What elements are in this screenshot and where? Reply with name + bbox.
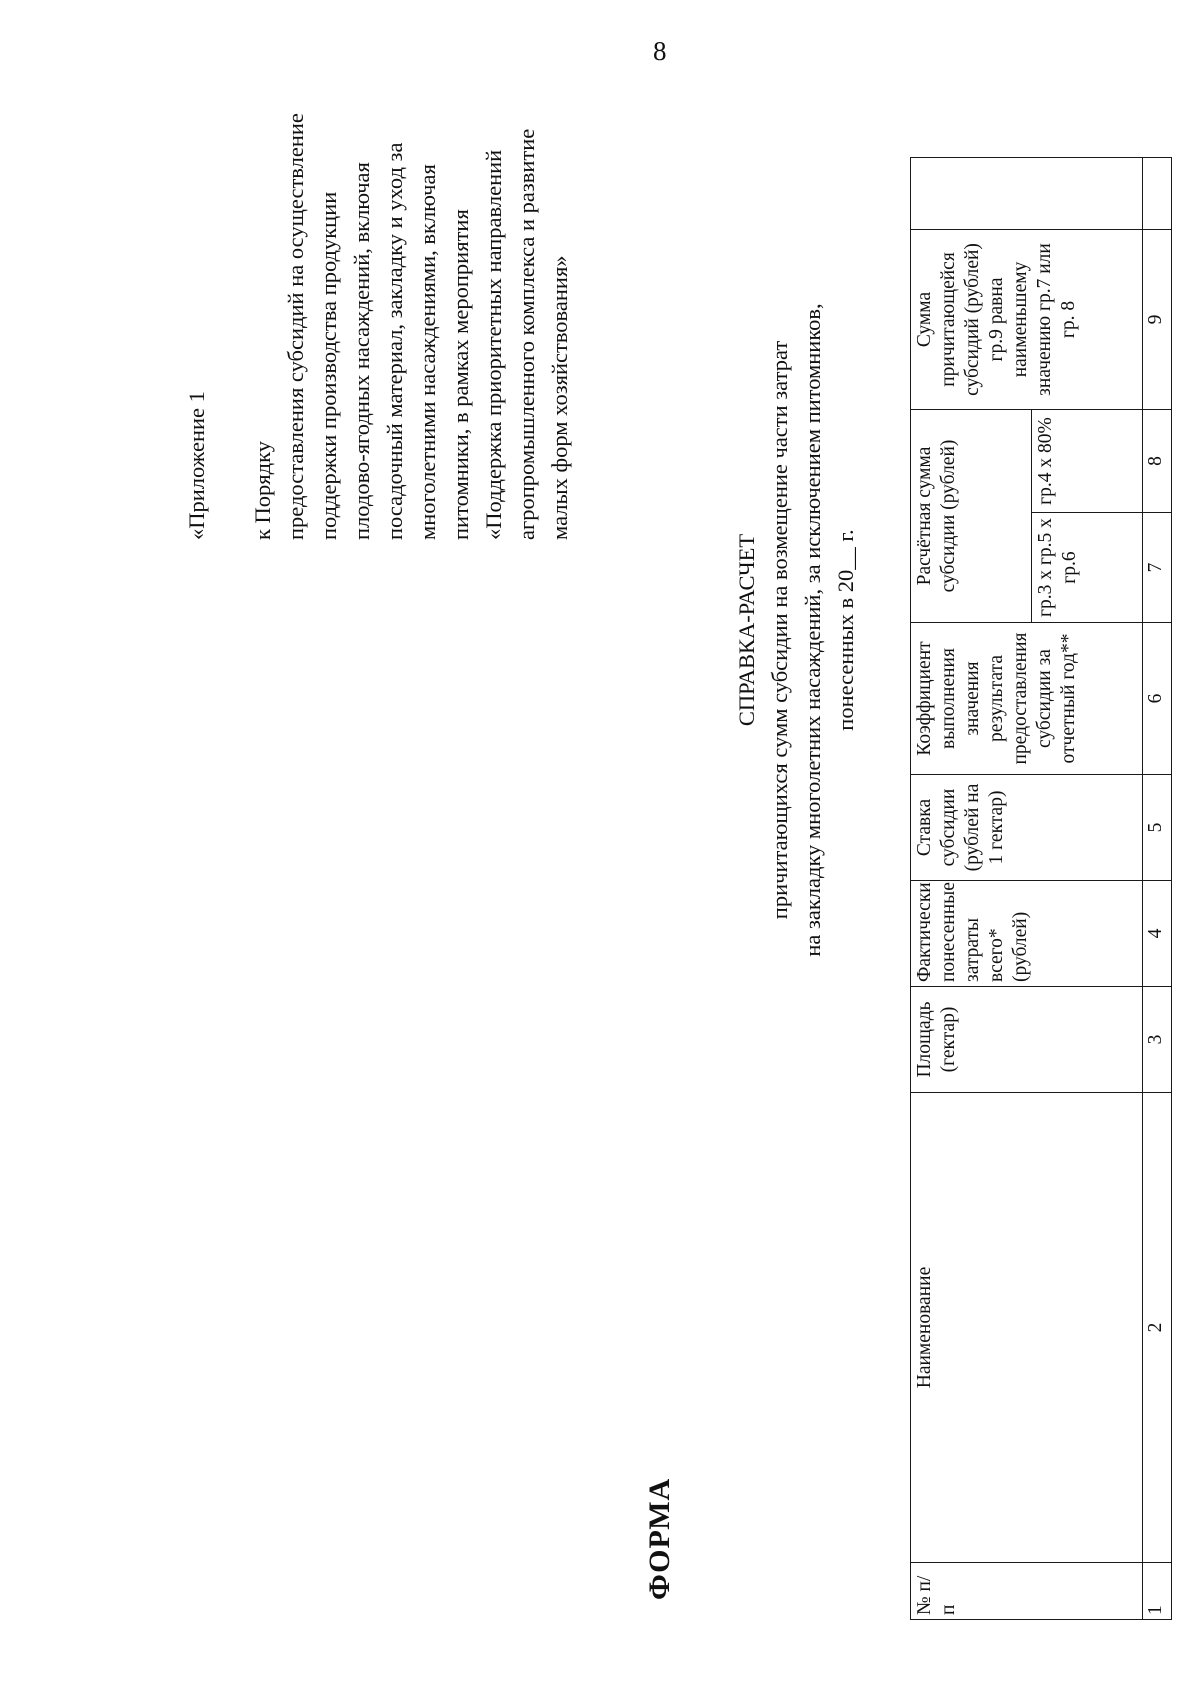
column-number-cell: 9 — [1143, 229, 1172, 409]
title-line-2: на закладку многолетних насаждений, за исключением питомников, — [800, 303, 825, 957]
header-name: Наименование — [911, 1093, 1143, 1563]
rotated-page-content — [150, 80, 1166, 1620]
title-line-3: понесенных в 20__ г. — [833, 529, 858, 731]
column-number-cell: 5 — [1143, 775, 1172, 881]
approval-order-line: к Порядку — [250, 441, 275, 540]
page-number: 8 — [653, 36, 667, 66]
header-total-subsidy: Сумма причитающейся субсидий (рублей) гр.9 равна наименьшему значению гр.7 или гр. 8 — [911, 229, 1143, 409]
header-actual-costs: Фактически понесенные затраты всего* (рублей) — [911, 881, 1143, 987]
header-area: Площадь (гектар) — [911, 987, 1143, 1093]
document-title — [730, 190, 862, 1070]
calculation-table — [910, 157, 1172, 1620]
column-number-cell: 2 — [1143, 1093, 1172, 1563]
approval-spacer — [213, 90, 246, 540]
column-number-cell: 6 — [1143, 623, 1172, 775]
column-number-cell: 7 — [1143, 513, 1172, 623]
form-label: ФОРМА — [643, 1477, 676, 1600]
approval-appendix-line: «Приложение 1 — [184, 391, 209, 540]
header-subsidy-rate: Ставка субсидии (рублей на 1 гектар) — [911, 775, 1143, 881]
header-formula-col8: гр.4 х 80% — [1032, 409, 1143, 512]
table-row — [1143, 157, 1172, 1619]
header-coefficient: Коэффициент выполнения значения результата предоставления субсидии за отчетный год** — [911, 623, 1143, 775]
header-calculated-sum-group: Расчётная сумма субсидии (рублей) — [911, 409, 1032, 622]
column-number-cell: 3 — [1143, 987, 1172, 1093]
column-number-cell: 4 — [1143, 881, 1172, 987]
table-header-row-1 — [911, 157, 1032, 1619]
column-number-cell: 8 — [1143, 409, 1172, 512]
approval-paragraph: предоставления субсидий на осуществление поддержки производства продукции плодово-ягодных насаждений, включая посадочный материал, закладку и уход за многолетними насаждениями, включая питомники, в рамках мероприятия «Поддержка приоритетных направлений агропромышленного комплекса и развитие малых форм хозяйствования» — [283, 113, 572, 540]
empty-cell — [1143, 157, 1172, 229]
title-heading: СПРАВКА-РАСЧЕТ — [734, 533, 759, 727]
header-number: № п/п — [911, 1563, 1143, 1620]
column-number-cell: 1 — [1143, 1563, 1172, 1620]
title-line-1: причитающихся сумм субсидии на возмещение части затрат — [767, 340, 792, 920]
header-empty-column — [911, 157, 1143, 229]
approval-block — [180, 90, 576, 540]
header-formula-col7: гр.3 х гр.5 х гр.6 — [1032, 513, 1143, 623]
